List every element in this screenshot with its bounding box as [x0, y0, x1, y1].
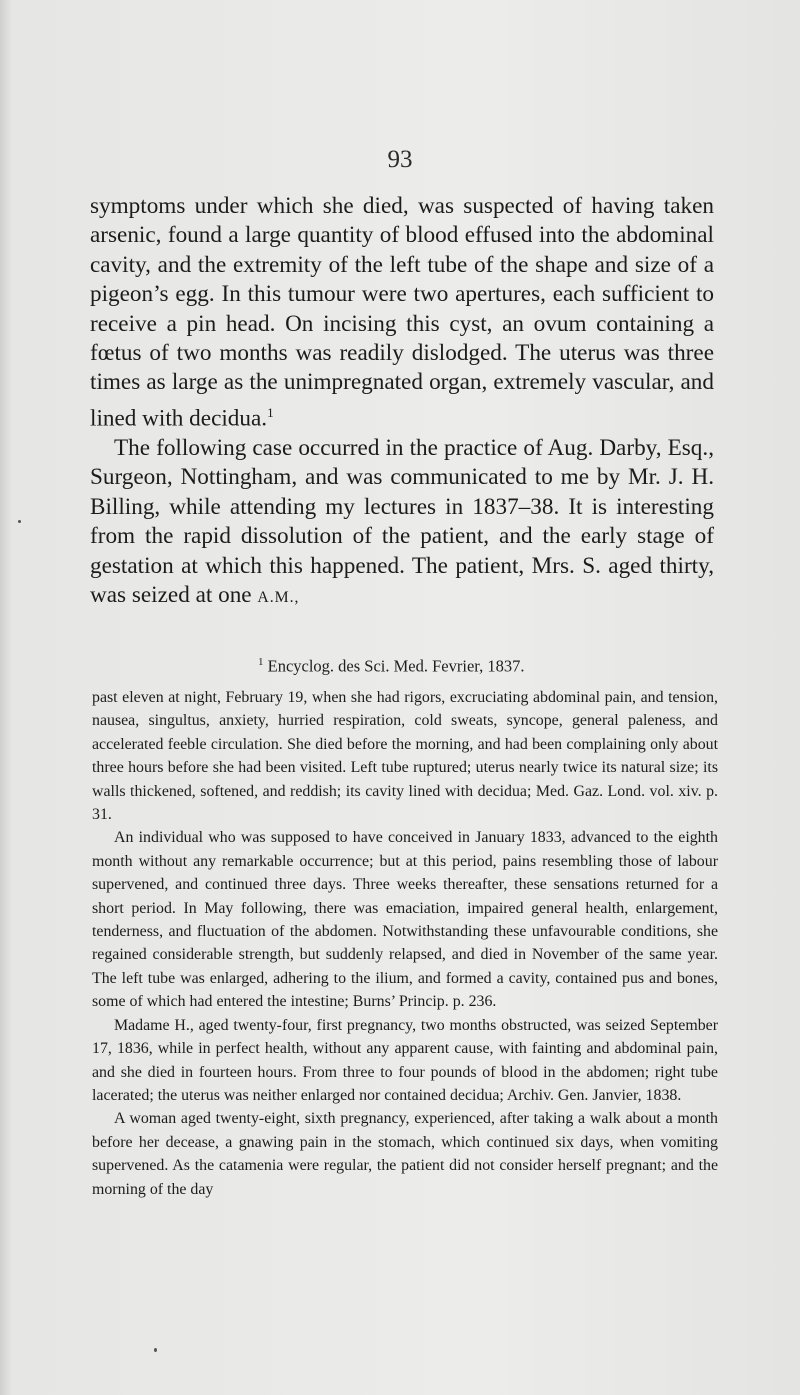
main-paragraph-1-text: symptoms under which she died, was suspected of having taken arsenic, found a large quantity of blood effused into the abdominal cavity, and the extremity of the left tube of the shape and size of a pigeon’s egg. In this tumour were two apertures, each sufficient to receive a pin head. On incising this cyst, an ovum containing a fœtus of two months was readily dislodged. The uterus was three times as large as the unimpregnated organ, extremely vascular, and lined with decidua.	[90, 193, 714, 432]
main-paragraph-1	[90, 192, 714, 434]
footnote-reference: 1	[267, 404, 274, 420]
page-number: 93	[387, 146, 413, 173]
time-abbreviation: A.M.,	[257, 589, 300, 607]
footnote-marker: 1	[258, 656, 264, 668]
continued-paragraph-1: past eleven at night, February 19, when she had rigors, excruciating abdominal pain, and tension, nausea, singultus, anxiety, hurried respiration, cold sweats, syncope, general paleness, and accelerated feeble circulation. She died before the morning, and had been complaining only about three hours before she had been visited. Left tube ruptured; uterus nearly twice its natural size; its walls thickened, softened, and reddish; its cavity lined with decidua; Med. Gaz. Lond. vol. xiv. p. 31.	[92, 689, 718, 824]
footnote-text: Encyclog. des Sci. Med. Fevrier, 1837.	[267, 656, 525, 676]
main-paragraph-2-text: The following case occurred in the practice of Aug. Darby, Esq., Surgeon, Nottingham, and was communicated to me by Mr. J. H. Billing, while attending my lectures in 1837–38. It is interesting from the rapid dissolution of the patient, and the early stage of gestation at which this happened. The patient, Mrs. S. aged thirty, was seized at one	[90, 434, 714, 609]
paper-speck	[18, 520, 21, 523]
paper-speck	[154, 1348, 157, 1352]
continued-paragraph-2: An individual who was supposed to have conceived in January 1833, advanced to the eighth month without any remarkable occurrence; but at this period, pains resembling those of labour supervened, and continued three days. Three weeks thereafter, these sensations returned for a short period. In May following, there was emaciation, impaired general health, enlargement, tenderness, and fluctuation of the abdomen. Notwithstanding these unfavourable conditions, she regained considerable strength, but suddenly relapsed, and died in November of the same year. The left tube was enlarged, adhering to the ilium, and formed a cavity, contained pus and bones, some of which had entered the intestine; Burns’ Princip. p. 236.	[92, 829, 718, 1011]
main-paragraph-2	[90, 434, 714, 612]
continued-paragraph-3: Madame H., aged twenty-four, first pregnancy, two months obstructed, was seized September 17, 1836, while in perfect health, without any apparent cause, with fainting and abdominal pain, and she died in fourteen hours. From three to four pounds of blood in the abdomen; right tube lacerated; the uterus was neither enlarged nor contained decidua; Archiv. Gen. Janvier, 1838.	[92, 1016, 718, 1104]
continued-text	[92, 686, 718, 1201]
footnote	[258, 652, 718, 677]
main-text	[90, 192, 714, 612]
continued-paragraph-4: A woman aged twenty-eight, sixth pregnancy, experienced, after taking a walk about a month before her decease, a gnawing pain in the stomach, which continued six days, when vomiting supervened. As the catamenia were regular, the patient did not consider herself pregnant; and the morning of the day	[92, 1110, 718, 1198]
